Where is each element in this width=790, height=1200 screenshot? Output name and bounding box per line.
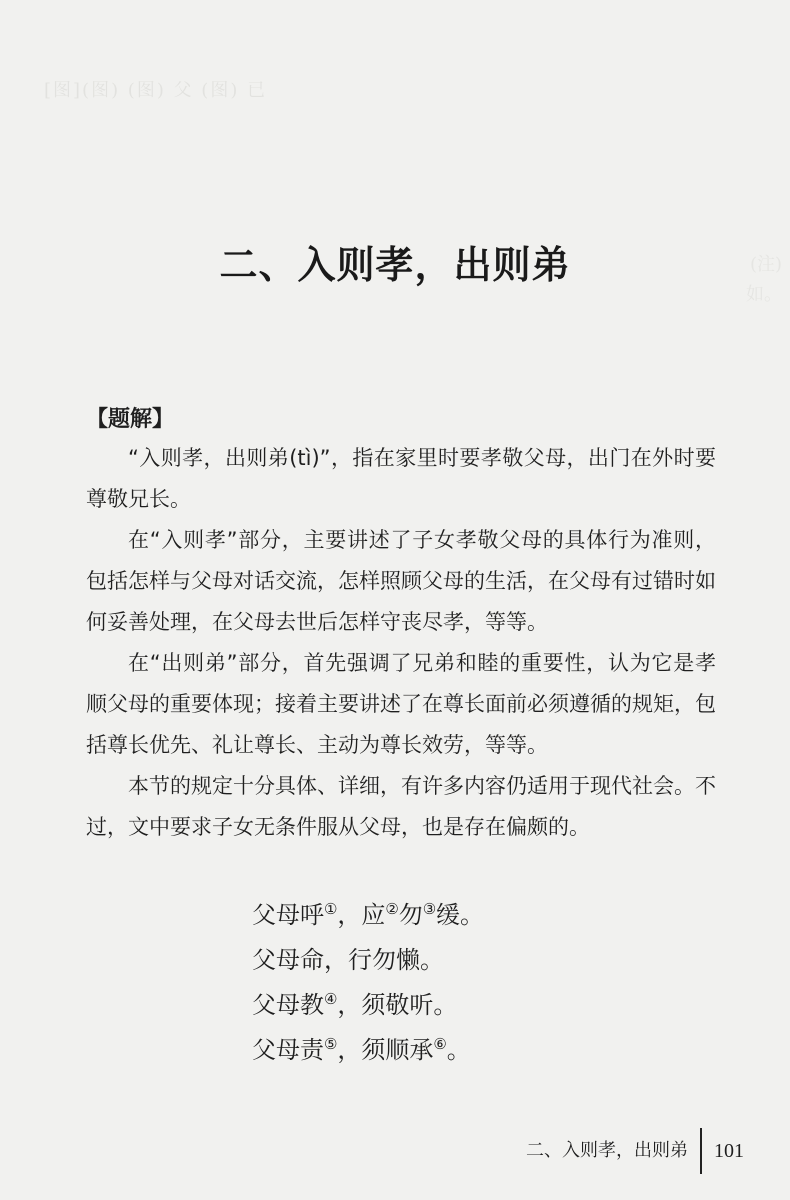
running-head: 二、入则孝，出则弟: [526, 1140, 688, 1161]
poem-text: ，须顺承: [337, 1036, 434, 1064]
footnote-marker: ③: [422, 900, 437, 918]
poem-text: 。: [446, 1036, 471, 1064]
bleed-through-text-right: (注) 如。: [746, 254, 782, 305]
poem-line-1: [252, 893, 512, 938]
paragraph: 本节的规定十分具体、详细，有许多内容仍适用于现代社会。不过，文中要求子女无条件服从父母，也是存在偏颇的。: [86, 774, 716, 839]
bleed-through-text-top: [图](图) (图) 父 (图) 已: [44, 80, 268, 101]
poem-text: 父母呼: [252, 901, 324, 929]
footnote-marker: ⑥: [433, 1035, 447, 1053]
poem-text: ，须敬听。: [337, 991, 458, 1019]
poem-text: 勿: [398, 901, 423, 929]
poem-text: ，应: [337, 901, 386, 929]
commentary-body: [86, 438, 716, 848]
chapter-title: 二、入则孝，出则弟: [219, 243, 571, 287]
poem-text: 缓。: [436, 901, 485, 929]
footnote-marker: ⑤: [324, 1035, 338, 1053]
paragraph: 在“出则弟”部分，首先强调了兄弟和睦的重要性，认为它是孝顺父母的重要体现；接着主要讲述了在尊长面前必须遵循的规矩，包括尊长优先、礼让尊长、主动为尊长效劳，等等。: [86, 651, 716, 757]
footnote-marker: ④: [324, 990, 338, 1008]
footnote-marker: ①: [324, 900, 338, 918]
paragraph: “入则孝，出则弟(tì)”，指在家里时要孝敬父母，出门在外时要尊敬兄长。: [86, 446, 716, 511]
poem-line-4: [252, 1028, 512, 1073]
paragraph: 在“入则孝”部分，主要讲述了子女孝敬父母的具体行为准则，包括怎样与父母对话交流，怎样照顾父母的生活，在父母有过错时如何妥善处理，在父母去世后怎样守丧尽孝，等等。: [86, 528, 716, 634]
footer-divider: [700, 1128, 702, 1174]
classical-text-block: [252, 893, 512, 1073]
poem-line-3: [252, 983, 512, 1028]
page-number: 101: [714, 1140, 744, 1162]
page-footer: [0, 1134, 790, 1174]
poem-text: 父母责: [252, 1036, 324, 1064]
footnote-marker: ②: [385, 900, 399, 918]
poem-text: 父母教: [252, 991, 324, 1019]
poem-line-2: 父母命，行勿懒。: [252, 946, 444, 974]
section-heading: 【题解】: [86, 407, 175, 432]
